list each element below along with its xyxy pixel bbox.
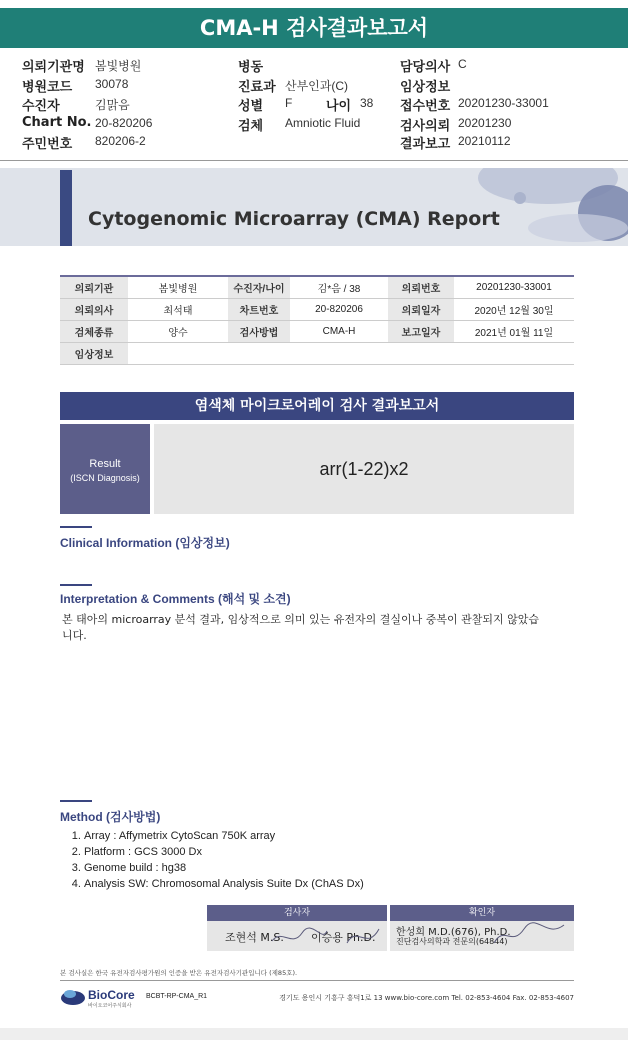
result-label-box [60,424,150,514]
list-item: 4. Analysis SW: Chromosomal Analysis Suite Dx (ChAS Dx) [84,876,364,892]
method-list [66,828,364,892]
confirmer-title: 진단검사의학과 전문의(64844) [396,937,508,946]
page-bottom-strip [0,1028,628,1040]
confirmer-header: 확인자 [390,905,574,921]
document-code: BCBT-RP-CMA_R1 [146,993,208,1000]
confirmer-signature-cell [390,921,574,951]
accession-label: 접수번호 [400,99,451,114]
patient-value: 김맑음 [95,98,130,112]
section-title-bar: 염색체 마이크로어레이 검사 결과보고서 [60,392,574,420]
age-label: 나이 [326,99,352,114]
doctor-value: C [458,57,467,71]
table-row: 의뢰의사 최석태 차트번호 20-820206 의뢰일자 2020년 12월 30일 [60,298,574,320]
list-item: 3. Genome build : hg38 [84,860,364,876]
confirmer-name: 한성희 M.D.(676), Ph.D. [396,927,511,938]
id-label: 주민번호 [22,137,73,152]
age-value: 38 [360,96,374,110]
list-item: 1. Array : Affymetrix CytoScan 750K array [84,828,364,844]
table-row: 의뢰기관 봄빛병원 수진자/나이 김*음 / 38 의뢰번호 20201230-33001 [60,276,574,298]
tester-signature-cell [207,921,387,951]
tester1-name: 조현석 M.S. [225,931,284,944]
sex-value: F [285,96,293,110]
clinical-info-label: 임상정보 [400,80,451,95]
dna-decoration-icon [458,168,628,246]
institution-value: 봄빛병원 [95,59,142,73]
table-row: 임상정보 [60,342,574,364]
id-value: 820206-2 [95,134,146,148]
company-address: 경기도 용인시 기흥구 흥덕1로 13 www.bio-core.com Tel. 02-853-4604 Fax. 02-853-4607 [279,994,574,1002]
interpretation-title: Interpretation & Comments (해석 및 소견) [60,592,291,606]
hospital-code-value: 30078 [95,77,129,91]
dept-value: 산부인과(C) [285,79,349,93]
request-date-label: 검사의뢰 [400,119,451,134]
company-logo-text: BioCore [88,988,135,1002]
ward-label: 병동 [238,60,264,75]
report-date-value: 20210112 [458,134,511,148]
chart-value: 20-820206 [95,116,153,130]
dept-label: 진료과 [238,80,276,95]
request-info-table [60,275,574,365]
certification-note: 본 검사실은 한국 유전자검사평가원의 인증을 받은 유전자검사기관입니다 (제85호). [60,969,298,977]
tester2-name: 이승용 Ph.D. [311,931,376,944]
interpretation-text: 본 태아의 microarray 분석 결과, 임상적으로 의미 있는 유전자의 결실이나 중복이 관찰되지 않았습니다. [62,613,540,642]
report-date-label: 결과보고 [400,137,451,152]
method-rule [60,800,92,802]
patient-info-block [0,56,628,156]
banner-accent-bar [60,170,72,246]
doctor-label: 담당의사 [400,60,451,75]
chart-label: Chart No. [22,115,92,130]
sex-label: 성별 [238,99,264,114]
banner-title: Cytogenomic Microarray (CMA) Report [88,208,500,230]
tester-signature-icon [267,923,387,949]
footer-divider [60,980,574,981]
clinical-rule [60,526,92,528]
hospital-code-label: 병원코드 [22,80,73,95]
specimen-value: Amniotic Fluid [285,116,361,130]
institution-label: 의뢰기관명 [22,60,85,75]
confirmer-signature-icon [490,921,570,949]
list-item: 2. Platform : GCS 3000 Dx [84,844,364,860]
clinical-title: Clinical Information (임상정보) [60,536,230,550]
biocore-logo-icon [60,986,86,1006]
header-divider [0,160,628,161]
report-banner [0,168,628,246]
patient-label: 수진자 [22,99,60,114]
accession-value: 20201230-33001 [458,96,549,110]
company-logo-subtext: 바이오코어주식회사 [88,1003,132,1009]
tester-header: 검사자 [207,905,387,921]
interpretation-rule [60,584,92,586]
method-title: Method (검사방법) [60,810,161,824]
specimen-label: 검체 [238,119,264,134]
report-title: CMA-H 검사결과보고서 [0,8,628,48]
request-date-value: 20201230 [458,116,512,130]
result-label: Result [89,458,121,470]
table-row: 검체종류 양수 검사방법 CMA-H 보고일자 2021년 01월 11일 [60,320,574,342]
result-value: arr(1-22)x2 [154,424,574,514]
result-sublabel: (ISCN Diagnosis) [70,473,140,483]
